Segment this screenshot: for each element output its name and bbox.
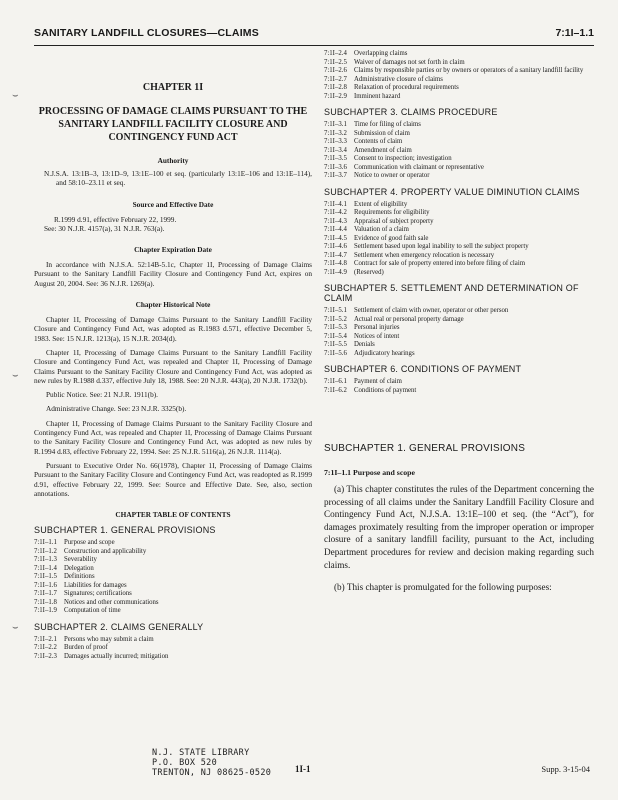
toc-entry[interactable]: 7:1I–2.3 Damages actually incurred; mitigation	[34, 652, 169, 660]
page-number: 1I-1	[295, 764, 311, 774]
toc-entry[interactable]: 7:1I–5.2 Actual real or personal property damage	[324, 315, 464, 323]
toc-list-sub1	[34, 539, 312, 616]
toc-entry[interactable]: 7:1I–5.1 Settlement of claim with owner, operator or other person	[324, 307, 509, 314]
toc-entry[interactable]: 7:1I–2.8 Relaxation of procedural requirements	[324, 84, 459, 91]
toc-entry[interactable]: 7:1I–4.6 Settlement based upon legal inability to sell the subject property	[324, 243, 529, 250]
source-line: See: 30 N.J.R. 4157(a), 31 N.J.R. 763(a).	[44, 223, 165, 233]
toc-subchapter-title: SUBCHAPTER 5. SETTLEMENT AND DETERMINATION OF CLAIM	[324, 283, 579, 303]
toc-entry[interactable]: 7:1I–3.4 Amendment of claim	[324, 146, 412, 154]
toc-entry[interactable]: 7:1I–5.6 Adjudicatory hearings	[324, 349, 415, 357]
toc-entry[interactable]: 7:1I–4.5 Evidence of good faith sale	[324, 234, 429, 242]
chapter-title: PROCESSING OF DAMAGE CLAIMS PURSUANT TO THE SANITARY LANDFILL FACILITY CLOSURE AND CONTINGENCY FUND ACT	[38, 106, 308, 143]
toc-entry[interactable]: 7:1I–1.5 Definitions	[34, 573, 95, 581]
toc-entry[interactable]: 7:1I–6.2 Conditions of payment	[324, 386, 417, 394]
toc-list-sub5	[324, 307, 594, 358]
toc-entry[interactable]: 7:1I–2.5 Waiver of damages not set forth in claim	[324, 58, 465, 66]
toc-entry[interactable]: 7:1I–4.8 Contract for sale of property entered into before filing of claim	[324, 260, 525, 267]
margin-mark: ⌣	[12, 90, 19, 101]
toc-entry[interactable]: 7:1I–5.5 Denials	[324, 341, 375, 348]
body-paragraph: (a) This chapter constitutes the rules of the Department concerning the processing of all claims under the Sanitary Landfill Facility Closure and Contingency Fund Act, N.J.S.A. 13:1E–100 et seq. (the “Act”), for damages proximately resulting from the improper operation or improper closure of a sanitary landfill facility, pursuant to the Act, including Department procedures for review and decision making regarding such claims.	[324, 484, 594, 570]
toc-entry[interactable]: 7:1I–1.2 Construction and applicability	[34, 547, 147, 555]
toc-entry[interactable]: 7:1I–3.1 Time for filing of claims	[324, 121, 421, 128]
right-column	[324, 50, 594, 604]
toc-entry[interactable]: 7:1I–4.2 Requirements for eligibility	[324, 209, 430, 216]
toc-entry[interactable]: 7:1I–3.6 Communication with claimant or representative	[324, 163, 484, 171]
toc-entry[interactable]: 7:1I–1.9 Computation of time	[34, 607, 121, 615]
toc-entry[interactable]: 7:1I–5.3 Personal injuries	[324, 324, 400, 331]
toc-subchapter-title: SUBCHAPTER 4. PROPERTY VALUE DIMINUTION CLAIMS	[324, 186, 580, 197]
toc-entry[interactable]: 7:1I–3.3 Contents of claim	[324, 138, 403, 145]
history-paragraph: Chapter 1I, Processing of Damage Claims Pursuant to the Sanitary Landfill Facility Closure and Contingency Fund Act, was adopted as R.1983 d.571, effective December 5, 1983. See: 15 N.J.R. 1213(a), 15 N.J.R. 2034(d).	[34, 315, 312, 343]
toc-list-sub4	[324, 201, 594, 278]
toc-entry[interactable]: 7:1I–4.3 Appraisal of subject property	[324, 217, 434, 225]
running-header	[34, 27, 594, 43]
authority-heading: Authority	[157, 156, 189, 165]
header-rule	[34, 45, 594, 46]
body-paragraph: (b) This chapter is promulgated for the following purposes:	[334, 582, 552, 593]
stamp-line: P.O. BOX 520	[152, 758, 218, 768]
body-subchapter-title: SUBCHAPTER 1. GENERAL PROVISIONS	[324, 443, 526, 454]
chapter-label: CHAPTER 1I	[142, 82, 204, 93]
toc-entry[interactable]: 7:1I–1.1 Purpose and scope	[34, 539, 115, 547]
stamp-line: N.J. STATE LIBRARY	[152, 748, 250, 758]
toc-entry[interactable]: 7:1I–2.4 Overlapping claims	[324, 50, 408, 57]
history-paragraph: Pursuant to Executive Order No. 66(1978), Chapter 1I, Processing of Damage Claims Pursuant to the Sanitary Facility Closure and Contingency Fund Act, was readopted as R.1999 d.91, effective February 22, 1999. See: Source and Effective Date. See, also, section annotations.	[34, 460, 312, 498]
toc-heading: CHAPTER TABLE OF CONTENTS	[115, 510, 231, 520]
toc-entry[interactable]: 7:1I–4.7 Settlement when emergency relocation is necessary	[324, 251, 495, 259]
library-stamp	[152, 748, 271, 778]
authority-text: N.J.S.A. 13:1B–3, 13:1D–9, 13:1E–100 et seq. (particularly 13:1E–106 and 13:1E–114), and 58:10–23.11 et seq.	[44, 169, 312, 188]
toc-subchapter-title: SUBCHAPTER 2. CLAIMS GENERALLY	[34, 621, 204, 632]
toc-entry[interactable]: 7:1I–2.1 Persons who may submit a claim	[34, 635, 154, 643]
toc-subchapter-title: SUBCHAPTER 3. CLAIMS PROCEDURE	[324, 107, 498, 117]
toc-list-sub3	[324, 121, 594, 181]
toc-entry[interactable]: 7:1I–2.2 Burden of proof	[34, 644, 108, 652]
section-heading: 7:1I–1.1 Purpose and scope	[324, 468, 415, 477]
header-title: SANITARY LANDFILL CLOSURES—CLAIMS	[34, 27, 259, 39]
toc-subchapter-title: SUBCHAPTER 1. GENERAL PROVISIONS	[34, 525, 216, 536]
toc-entry[interactable]: 7:1I–1.8 Notices and other communications	[34, 598, 159, 606]
header-section-number: 7:1I–1.1	[555, 27, 594, 39]
history-paragraph: Administrative Change. See: 23 N.J.R. 3325(b).	[46, 404, 187, 414]
toc-entry[interactable]: 7:1I–1.7 Signatures; certifications	[34, 590, 132, 598]
toc-entry[interactable]: 7:1I–1.6 Liabilities for damages	[34, 581, 127, 589]
supplement-date: Supp. 3-15-04	[541, 764, 590, 774]
toc-entry[interactable]: 7:1I–2.6 Claims by responsible parties or by owners or operators of a sanitary landfill facility	[324, 67, 584, 74]
stamp-line: TRENTON, NJ 08625-0520	[152, 768, 272, 778]
toc-list-sub2-part1	[34, 636, 312, 662]
toc-entry[interactable]: 7:1I–4.9 (Reserved)	[324, 268, 384, 276]
source-line: R.1999 d.91, effective February 22, 1999.	[54, 214, 177, 224]
toc-entry[interactable]: 7:1I–1.3 Severability	[34, 556, 97, 564]
expiration-text: In accordance with N.J.S.A. 52:14B-5.1c, Chapter 1I, Processing of Damage Claims Pursuant to the Sanitary Landfill Facility Closure and Contingency Fund Act, expires on August 20, 2004. See: 36 N.J.R. 1269(a).	[34, 260, 312, 288]
left-column	[34, 52, 312, 661]
toc-entry[interactable]: 7:1I–3.5 Consent to inspection; investigation	[324, 155, 452, 162]
toc-entry[interactable]: 7:1I–3.2 Submission of claim	[324, 129, 410, 137]
history-paragraph: Chapter 1I, Processing of Damage Claims Pursuant to the Sanitary Landfill Facility Closure and Contingency Fund Act, was repealed and Chapter 1I, Processing of Damage Claims Pursuant to the Sanitary Facility Closure and Contingency Fund Act, was adopted as new rules by R.1988 d.337, effective July 18, 1988. See: 20 N.J.R. 443(a), 20 N.J.R. 1732(b).	[34, 347, 312, 385]
margin-mark: ⌣	[12, 370, 19, 381]
toc-entry[interactable]: 7:1I–2.7 Administrative closure of claims	[324, 75, 443, 83]
expiration-heading: Chapter Expiration Date	[134, 245, 212, 255]
toc-entry[interactable]: 7:1I–4.1 Extent of eligibility	[324, 200, 408, 208]
history-paragraph: Chapter 1I, Processing of Damage Claims Pursuant to the Sanitary Facility Closure and Contingency Fund Act, was repealed and Chapter 1I, Processing of Damage Claims Pursuant to the Sanitary Facility Closure and Contingency Fund Act, was adopted as new rules by R.1994 d.83, effective February 22, 1994. See: 25 N.J.R. 5116(a), 26 N.J.R. 1114(a).	[34, 418, 312, 456]
toc-list-sub6	[324, 378, 594, 395]
toc-entry[interactable]: 7:1I–4.4 Valuation of a claim	[324, 226, 409, 233]
toc-list-sub2-part2	[324, 50, 594, 101]
history-paragraph: Public Notice. See: 21 N.J.R. 1911(b).	[46, 390, 159, 400]
toc-entry[interactable]: 7:1I–6.1 Payment of claim	[324, 378, 402, 385]
margin-mark: ⌣	[12, 622, 19, 633]
toc-entry[interactable]: 7:1I–5.4 Notices of intent	[324, 332, 400, 340]
toc-entry[interactable]: 7:1I–1.4 Delegation	[34, 564, 94, 572]
source-heading: Source and Effective Date	[132, 199, 214, 209]
toc-subchapter-title: SUBCHAPTER 6. CONDITIONS OF PAYMENT	[324, 364, 522, 374]
history-heading: Chapter Historical Note	[135, 300, 211, 310]
toc-entry[interactable]: 7:1I–2.9 Imminent hazard	[324, 92, 401, 100]
toc-entry[interactable]: 7:1I–3.7 Notice to owner or operator	[324, 172, 430, 179]
